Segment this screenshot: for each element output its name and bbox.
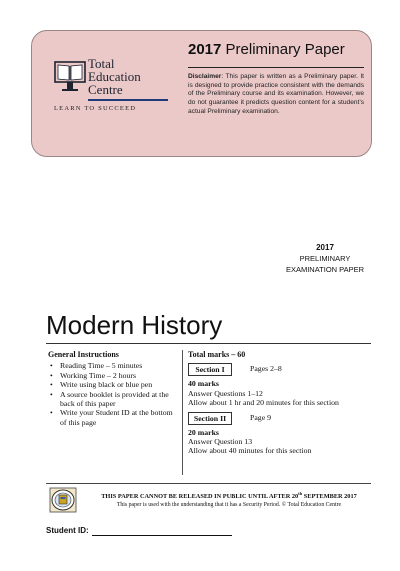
exam-line1: PRELIMINARY bbox=[299, 254, 351, 263]
instruction-item: • Write your Student ID at the bottom of this page bbox=[48, 408, 178, 427]
exam-line2: EXAMINATION PAPER bbox=[285, 265, 365, 274]
instruction-item: • Reading Time – 5 minutes bbox=[48, 361, 178, 370]
section-1-time: Allow about 1 hr and 20 minutes for this section bbox=[188, 398, 339, 408]
exam-year: 2017 bbox=[316, 243, 334, 252]
disclaimer-label: Disclaimer bbox=[188, 73, 222, 80]
paper-title bbox=[188, 41, 368, 58]
logo-name-line1: Total bbox=[88, 56, 115, 71]
release-text-before: THIS PAPER CANNOT BE RELEASED IN PUBLIC UNTIL AFTER 20 bbox=[101, 493, 299, 501]
section-1-pages: Pages 2–8 bbox=[250, 364, 282, 374]
general-instructions bbox=[48, 350, 178, 427]
disclaimer bbox=[188, 73, 364, 117]
student-id-label: Student ID: bbox=[46, 526, 89, 535]
title-divider bbox=[188, 67, 364, 68]
section-1-questions: Answer Questions 1–12 bbox=[188, 388, 263, 398]
paper-title-text: Preliminary Paper bbox=[225, 41, 345, 58]
section-2-questions: Answer Question 13 bbox=[188, 437, 253, 447]
instruction-item: • Working Time – 2 hours bbox=[48, 371, 178, 380]
section-1-label: Section I bbox=[188, 363, 232, 376]
instructions-list bbox=[48, 361, 178, 427]
logo-tagline: LEARN TO SUCCEED bbox=[54, 105, 137, 112]
security-seal-icon bbox=[49, 487, 77, 513]
release-text-after: SEPTEMBER 2017 bbox=[302, 493, 357, 501]
logo-name-line2: Education bbox=[88, 69, 141, 84]
logo bbox=[52, 53, 162, 119]
exam-label bbox=[270, 242, 380, 275]
release-notice bbox=[84, 491, 374, 508]
subject-divider bbox=[46, 343, 371, 344]
instruction-item: • A source booklet is provided at the back of this paper bbox=[48, 390, 178, 409]
disclaimer-text: : This paper is written as a Preliminary paper. It is designed to provide practice consistent with the demands of the Preliminary course and its examination. However, we do not guarantee it predicts question content for a student’s actual Preliminary examination. bbox=[188, 73, 364, 115]
logo-name bbox=[88, 57, 168, 96]
section-2-time: Allow about 40 minutes for this section bbox=[188, 446, 312, 456]
section-2-pages: Page 9 bbox=[250, 412, 272, 422]
paper-year: 2017 bbox=[188, 41, 222, 58]
section-1-header bbox=[188, 363, 378, 377]
logo-name-line3: Centre bbox=[88, 82, 123, 97]
footer-divider bbox=[46, 483, 371, 484]
monitor-book-icon bbox=[54, 59, 88, 99]
header-panel bbox=[31, 30, 372, 157]
section-1-marks: 40 marks bbox=[188, 379, 219, 389]
column-divider bbox=[182, 350, 183, 475]
student-id-field[interactable] bbox=[92, 535, 232, 536]
security-period-notice: This paper is used with the understanding that it has a Security Period. © Total Education Centre bbox=[116, 502, 342, 509]
section-2-label: Section II bbox=[188, 412, 232, 425]
total-marks: Total marks – 60 bbox=[188, 350, 246, 359]
marks-panel bbox=[188, 350, 378, 456]
instruction-item: • Write using black or blue pen bbox=[48, 380, 178, 389]
logo-rule bbox=[88, 99, 168, 101]
release-text-sup: th bbox=[298, 491, 303, 496]
section-2-marks: 20 marks bbox=[188, 427, 219, 437]
section-2-header bbox=[188, 412, 378, 426]
subject-title: Modern History bbox=[46, 310, 223, 340]
release-date-notice bbox=[84, 491, 374, 500]
instructions-heading: General Instructions bbox=[48, 350, 119, 359]
